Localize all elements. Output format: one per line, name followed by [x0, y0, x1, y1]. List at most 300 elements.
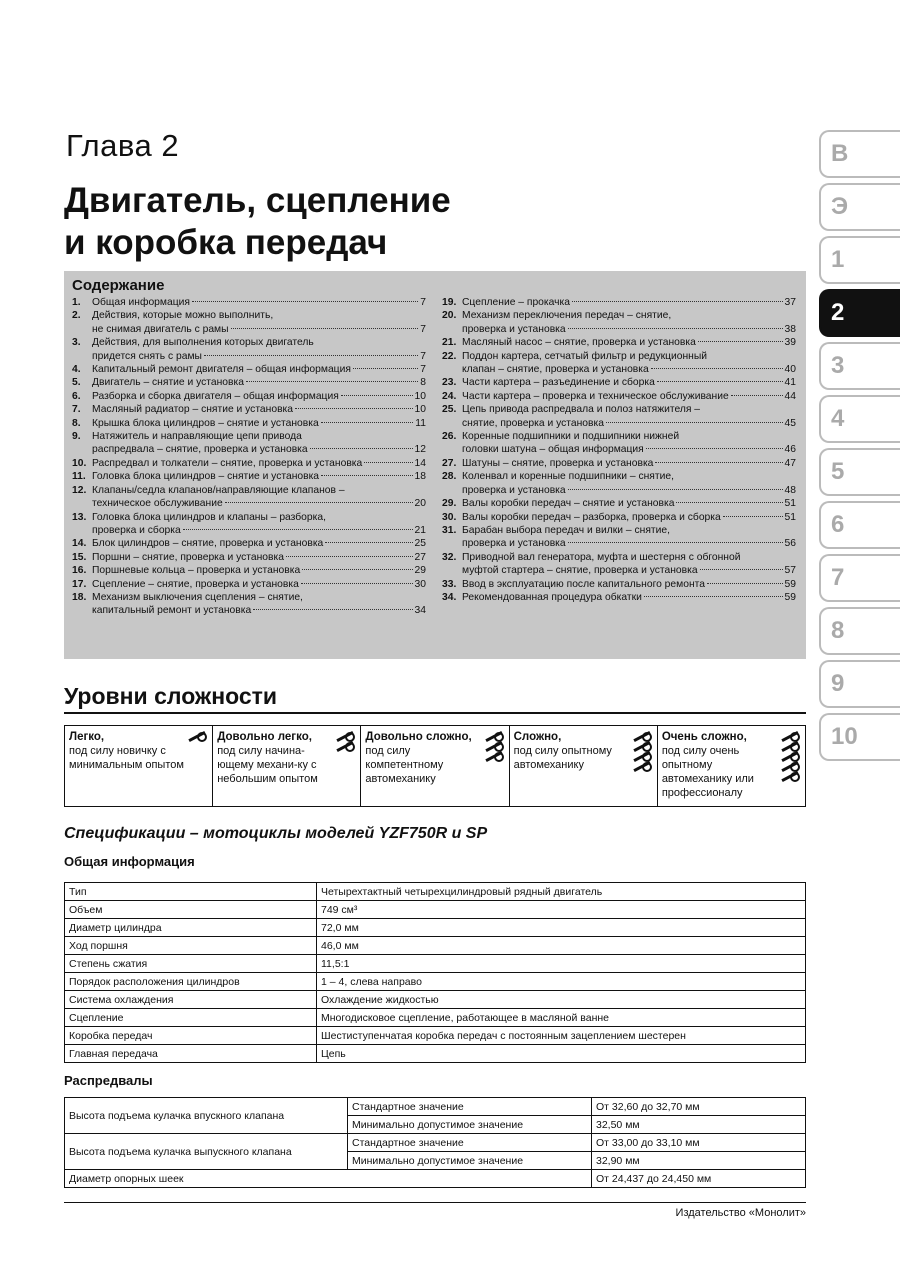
toc-entry-label: Валы коробки передач – разборка, проверка и сборка	[462, 511, 721, 523]
intake-std-label: Стандартное значение	[348, 1098, 592, 1116]
toc-entry-number: 9.	[72, 431, 81, 443]
toc-entry-number: 30.	[442, 511, 457, 523]
toc-entry-last-line	[462, 511, 796, 524]
toc-entry-page: 38	[784, 323, 796, 335]
toc-entry-text	[462, 511, 796, 524]
toc-entry-page: 41	[784, 377, 796, 389]
toc-leader-dots	[651, 368, 783, 369]
toc-entry	[442, 403, 796, 430]
toc-entry-label: Сцепление – прокачка	[462, 297, 570, 308]
toc-entry-last-line	[462, 578, 796, 591]
difficulty-text	[217, 730, 334, 802]
spec-value: Охлаждение жидкостью	[317, 991, 806, 1009]
exhaust-std-value: От 33,00 до 33,10 мм	[592, 1134, 806, 1152]
toc-leader-dots	[655, 462, 782, 463]
toc-entry	[72, 457, 426, 470]
spec-name: Главная передача	[65, 1045, 317, 1063]
toc-entry-line: Действия, которые можно выполнить,	[92, 310, 274, 322]
toc-entry-number: 7.	[72, 404, 81, 416]
toc-entry-last-line	[92, 457, 426, 470]
toc-entry-last-line	[92, 363, 426, 376]
toc-entry-page: 12	[414, 444, 426, 456]
toc-entry-label: клапан – снятие, проверка и установка	[462, 364, 649, 376]
toc-entry-label: проверка и сборка	[92, 524, 181, 536]
difficulty-text	[662, 730, 779, 802]
toc-entry-text	[462, 457, 796, 470]
toc-entry-last-line	[462, 484, 796, 497]
toc-entry-number: 19.	[442, 297, 457, 308]
toc-entry	[72, 578, 426, 591]
toc-entry	[72, 336, 426, 363]
toc-entry-label: Крышка блока цилиндров – снятие и установка	[92, 417, 319, 429]
toc-leader-dots	[568, 542, 783, 543]
toc-entry-page: 7	[420, 350, 426, 362]
difficulty-description: под силу компетентному автомеханику	[365, 745, 444, 785]
intake-min-value: 32,50 мм	[592, 1116, 806, 1134]
table-row	[65, 1098, 806, 1116]
toc-entry	[72, 484, 426, 511]
toc-entry-label: Двигатель – снятие и установка	[92, 377, 244, 389]
toc-entry	[442, 551, 796, 578]
title-line-2: и коробка передач	[64, 223, 388, 262]
page-title	[64, 180, 624, 264]
toc-entry-number: 25.	[442, 404, 457, 416]
table-row	[65, 991, 806, 1009]
chapter-tab-3[interactable]: 1	[819, 236, 900, 284]
chapter-tab-2[interactable]: Э	[819, 183, 900, 231]
toc-entry-number: 27.	[442, 457, 457, 469]
toc-entry-text	[462, 524, 796, 551]
toc-entry-last-line	[462, 390, 796, 403]
levels-title: Уровни сложности	[64, 683, 278, 709]
toc-leader-dots	[253, 609, 412, 610]
toc-entry-text	[92, 403, 426, 416]
difficulty-level-4	[510, 726, 658, 806]
toc-entry-text	[462, 336, 796, 349]
toc-entry-label: Поршни – снятие, проверка и установка	[92, 551, 284, 563]
title-line-1: Двигатель, сцепление	[64, 181, 451, 220]
toc-entry-text	[92, 390, 426, 403]
chapter-tab-5[interactable]: 3	[819, 342, 900, 390]
toc-entry-last-line	[462, 323, 796, 336]
toc-entry	[72, 309, 426, 336]
toc-entry	[442, 430, 796, 457]
spec-name: Ход поршня	[65, 937, 317, 955]
toc-entry-page: 14	[414, 457, 426, 469]
wrench-icon	[187, 732, 207, 741]
toc-entry-last-line	[92, 403, 426, 416]
levels-divider	[64, 712, 806, 714]
toc-entry-line: Коренные подшипники и подшипники нижней	[462, 431, 680, 443]
chapter-tab-7[interactable]: 5	[819, 448, 900, 496]
toc-entry-page: 57	[784, 565, 796, 577]
toc-entry-label: Части картера – разъединение и сборка	[462, 377, 655, 389]
toc-entry-last-line	[92, 497, 426, 510]
toc-entry-label: Части картера – проверка и техническое обслуживание	[462, 390, 729, 402]
toc-entry-text	[462, 591, 796, 604]
difficulty-level-3	[361, 726, 509, 806]
difficulty-text	[514, 730, 631, 802]
difficulty-name: Сложно,	[513, 731, 562, 743]
wrench-rating	[186, 730, 208, 802]
toc-entry	[442, 336, 796, 349]
toc-entry-last-line	[92, 470, 426, 483]
wrench-rating	[779, 730, 801, 802]
toc-entry	[442, 376, 796, 389]
toc-entry-number: 34.	[442, 591, 457, 603]
toc-entry-text	[462, 390, 796, 403]
spec-value: Цепь	[317, 1045, 806, 1063]
toc-entry	[72, 551, 426, 564]
contents-heading: Содержание	[72, 277, 165, 294]
toc-entry-number: 23.	[442, 377, 457, 389]
table-row	[65, 1027, 806, 1045]
toc-leader-dots	[192, 301, 418, 302]
toc-entry-line: Цепь привода распредвала и полоз натяжителя –	[462, 404, 701, 416]
chapter-tab-4[interactable]: 2	[819, 289, 900, 337]
toc-entry-page: 7	[420, 323, 426, 335]
chapter-tab-1[interactable]: В	[819, 130, 900, 178]
toc-entry-label: не снимая двигатель с рамы	[92, 323, 229, 335]
toc-leader-dots	[644, 596, 783, 597]
toc-entry-page: 18	[414, 471, 426, 483]
spec-name: Степень сжатия	[65, 955, 317, 973]
toc-entry-text	[92, 417, 426, 430]
toc-entry-last-line	[92, 443, 426, 456]
spec-name: Сцепление	[65, 1009, 317, 1027]
spec-value: 46,0 мм	[317, 937, 806, 955]
toc-entry-label: проверка и установка	[462, 323, 566, 335]
toc-entry-page: 39	[784, 337, 796, 349]
toc-entry-last-line	[92, 537, 426, 550]
spec-value: 749 см³	[317, 901, 806, 919]
toc-entry-text	[462, 296, 796, 309]
toc-entry-text	[462, 470, 796, 497]
toc-entry-last-line	[462, 443, 796, 456]
toc-entry	[442, 578, 796, 591]
toc-leader-dots	[301, 583, 413, 584]
toc-entry-label: Распредвал и толкатели – снятие, проверка и установка	[92, 457, 363, 469]
table-row	[65, 937, 806, 955]
toc-entry-line: Клапаны/седла клапанов/направляющие клапанов –	[92, 484, 345, 496]
toc-entry-label: муфтой стартера – снятие, проверка и установка	[462, 565, 698, 577]
toc-entry-text	[92, 511, 426, 538]
spec-value: Четырехтактный четырехцилиндровый рядный двигатель	[317, 883, 806, 901]
toc-entry-text	[462, 430, 796, 457]
toc-entry-page: 59	[784, 591, 796, 603]
toc-entry-number: 29.	[442, 498, 457, 510]
toc-entry-last-line	[462, 591, 796, 604]
toc-entry-last-line	[462, 376, 796, 389]
toc-entry	[72, 511, 426, 538]
toc-left-column	[72, 296, 426, 618]
toc-entry-label: Рекомендованная процедура обкатки	[462, 591, 642, 603]
toc-leader-dots	[286, 556, 413, 557]
journal-label: Диаметр опорных шеек	[65, 1170, 592, 1188]
toc-entry-number: 21.	[442, 337, 457, 349]
toc-entry-last-line	[92, 524, 426, 537]
chapter-tab-6[interactable]: 4	[819, 395, 900, 443]
toc-entry-number: 2.	[72, 310, 81, 322]
toc-entry-number: 28.	[442, 471, 457, 483]
toc-entry	[72, 564, 426, 577]
toc-entry-text	[92, 470, 426, 483]
journal-value: От 24,437 до 24,450 мм	[592, 1170, 806, 1188]
toc-entry-label: придется снять с рамы	[92, 350, 202, 362]
toc-entry-text	[462, 376, 796, 389]
table-row	[65, 1170, 806, 1188]
difficulty-levels	[64, 725, 806, 807]
exhaust-label: Высота подъема кулачка выпускного клапана	[65, 1134, 348, 1170]
toc-entry	[72, 470, 426, 483]
toc-entry	[442, 470, 796, 497]
wrench-icon	[780, 772, 800, 781]
toc-entry-number: 5.	[72, 377, 81, 389]
intake-label: Высота подъема кулачка впускного клапана	[65, 1098, 348, 1134]
toc-entry-label: Шатуны – снятие, проверка и установка	[462, 457, 654, 469]
toc-entry-last-line	[462, 363, 796, 376]
toc-entry-line: Поддон картера, сетчатый фильтр и редукционный	[462, 350, 707, 362]
difficulty-name: Довольно легко,	[217, 731, 312, 743]
wrench-icon	[632, 762, 652, 771]
toc-entry-line: Приводной вал генератора, муфта и шестерня с обгонной	[462, 551, 741, 563]
toc-leader-dots	[698, 341, 783, 342]
toc-entry-last-line	[92, 604, 426, 617]
toc-entry	[442, 457, 796, 470]
chapter-tab-9[interactable]: 7	[819, 554, 900, 602]
toc-entry-text	[92, 309, 426, 336]
wrench-icon	[335, 742, 355, 751]
toc-entry-number: 10.	[72, 457, 87, 469]
toc-entry-text	[462, 551, 796, 578]
toc-entry-label: Валы коробки передач – снятие и установка	[462, 498, 675, 510]
wrench-icon	[484, 732, 504, 741]
spec-value: Шестиступенчатая коробка передач с постоянным зацеплением шестерен	[317, 1027, 806, 1045]
difficulty-level-5	[658, 726, 805, 806]
toc-entry-label: Головка блока цилиндров – снятие и установка	[92, 471, 320, 483]
toc-entry-number: 1.	[72, 297, 81, 308]
toc-entry-number: 8.	[72, 417, 81, 429]
toc-entry-text	[92, 551, 426, 564]
toc-entry	[442, 350, 796, 377]
toc-leader-dots	[302, 569, 412, 570]
toc-entry	[72, 363, 426, 376]
toc-leader-dots	[183, 529, 413, 530]
spec-name: Объем	[65, 901, 317, 919]
toc-entry-page: 44	[784, 390, 796, 402]
toc-entry	[72, 537, 426, 550]
toc-leader-dots	[723, 516, 783, 517]
toc-entry	[72, 591, 426, 618]
toc-entry-number: 26.	[442, 431, 457, 443]
toc-entry-number: 12.	[72, 484, 87, 496]
toc-entry-last-line	[462, 336, 796, 349]
chapter-tabs	[819, 130, 900, 766]
chapter-tab-8[interactable]: 6	[819, 501, 900, 549]
toc-leader-dots	[568, 328, 783, 329]
toc-entry-page: 21	[414, 524, 426, 536]
spec-name: Система охлаждения	[65, 991, 317, 1009]
toc-entry-number: 20.	[442, 310, 457, 322]
toc-entry-number: 15.	[72, 551, 87, 563]
toc-leader-dots	[646, 448, 783, 449]
toc-entry-number: 13.	[72, 511, 87, 523]
toc-entry-last-line	[462, 537, 796, 550]
toc-entry-text	[462, 350, 796, 377]
difficulty-description: под силу опытному автомеханику	[513, 745, 612, 771]
exhaust-min-value: 32,90 мм	[592, 1152, 806, 1170]
publisher-footer: Издательство «Монолит»	[675, 1207, 806, 1219]
toc-entry-number: 22.	[442, 350, 457, 362]
chapter-tab-12[interactable]: 10	[819, 713, 900, 761]
toc-entry	[72, 403, 426, 416]
spec-value: 11,5:1	[317, 955, 806, 973]
toc-entry-page: 7	[420, 364, 426, 376]
toc-entry-last-line	[92, 350, 426, 363]
toc-entry-line: Головка блока цилиндров и клапаны – разборка,	[92, 511, 326, 523]
toc-entry-page: 30	[414, 578, 426, 590]
table-of-contents	[64, 271, 806, 659]
toc-leader-dots	[231, 328, 419, 329]
toc-entry	[442, 591, 796, 604]
toc-entry-last-line	[92, 376, 426, 389]
wrench-icon	[632, 742, 652, 751]
toc-entry-text	[92, 564, 426, 577]
toc-entry-page: 8	[420, 377, 426, 389]
toc-leader-dots	[353, 368, 418, 369]
general-info-table	[64, 882, 806, 1063]
toc-entry-number: 11.	[72, 471, 86, 483]
toc-leader-dots	[246, 381, 418, 382]
toc-entry-page: 11	[415, 417, 426, 429]
toc-entry-label: Блок цилиндров – снятие, проверка и установка	[92, 538, 324, 550]
toc-entry-text	[462, 309, 796, 336]
toc-entry-label: техническое обслуживание	[92, 498, 223, 510]
toc-entry-text	[462, 578, 796, 591]
toc-entry-text	[92, 457, 426, 470]
toc-entry	[442, 296, 796, 309]
toc-entry	[442, 511, 796, 524]
toc-leader-dots	[295, 408, 413, 409]
toc-entry-label: Масляный насос – снятие, проверка и установка	[462, 337, 696, 349]
intake-min-label: Минимально допустимое значение	[348, 1116, 592, 1134]
toc-leader-dots	[321, 422, 414, 423]
toc-entry-page: 29	[414, 565, 426, 577]
toc-entry	[72, 417, 426, 430]
difficulty-level-2	[213, 726, 361, 806]
toc-entry-page: 10	[414, 404, 426, 416]
toc-leader-dots	[364, 462, 412, 463]
toc-entry-label: Разборка и сборка двигателя – общая информация	[92, 390, 339, 402]
difficulty-level-1	[65, 726, 213, 806]
toc-entry-label: Ввод в эксплуатацию после капитального ремонта	[462, 578, 705, 590]
toc-entry-text	[92, 430, 426, 457]
wrench-icon	[335, 732, 355, 741]
spec-value: 1 – 4, слева направо	[317, 973, 806, 991]
toc-leader-dots	[676, 502, 782, 503]
toc-entry-line: Действия, для выполнения которых двигатель	[92, 337, 314, 349]
toc-entry-last-line	[92, 564, 426, 577]
spec-title: Спецификации – мотоциклы моделей YZF750R и SP	[64, 825, 488, 842]
toc-entry-text	[92, 591, 426, 618]
toc-entry-label: головки шатуна – общая информация	[462, 444, 644, 456]
toc-entry-page: 59	[784, 578, 796, 590]
toc-entry-number: 14.	[72, 538, 87, 550]
difficulty-text	[69, 730, 186, 802]
toc-entry-label: Капитальный ремонт двигателя – общая информация	[92, 364, 351, 376]
toc-entry-page: 40	[784, 364, 796, 376]
difficulty-name: Очень сложно,	[661, 731, 747, 743]
general-info-title: Общая информация	[64, 854, 195, 869]
toc-entry-text	[92, 336, 426, 363]
table-row	[65, 919, 806, 937]
toc-entry-number: 32.	[442, 551, 457, 563]
toc-entry-number: 3.	[72, 337, 81, 349]
table-row	[65, 883, 806, 901]
toc-entry-last-line	[92, 323, 426, 336]
intake-std-value: От 32,60 до 32,70 мм	[592, 1098, 806, 1116]
toc-entry-page: 25	[414, 538, 426, 550]
toc-entry-page: 47	[784, 457, 796, 469]
toc-leader-dots	[707, 583, 783, 584]
toc-entry-text	[92, 296, 426, 309]
toc-entry-number: 4.	[72, 364, 81, 376]
toc-entry-number: 6.	[72, 390, 81, 402]
toc-leader-dots	[225, 502, 413, 503]
toc-entry-text	[462, 403, 796, 430]
toc-entry-label: Сцепление – снятие, проверка и установка	[92, 578, 299, 590]
toc-entry-last-line	[92, 417, 426, 430]
wrench-rating	[334, 730, 356, 802]
toc-entry-last-line	[462, 417, 796, 430]
toc-leader-dots	[606, 422, 783, 423]
spec-name: Коробка передач	[65, 1027, 317, 1045]
toc-entry-page: 45	[784, 417, 796, 429]
toc-entry-number: 17.	[72, 578, 87, 590]
toc-entry-page: 56	[784, 538, 796, 550]
toc-entry-last-line	[462, 296, 796, 309]
toc-entry-last-line	[462, 497, 796, 510]
toc-entry	[72, 376, 426, 389]
toc-entry-page: 37	[784, 297, 796, 308]
wrench-icon	[632, 752, 652, 761]
toc-entry-label: распредвала – снятие, проверка и установка	[92, 444, 308, 456]
table-row	[65, 955, 806, 973]
toc-entry-page: 46	[784, 444, 796, 456]
toc-entry-page: 27	[414, 551, 426, 563]
difficulty-description: под силу новичку с минимальным опытом	[69, 745, 184, 771]
chapter-tab-10[interactable]: 8	[819, 607, 900, 655]
toc-entry-last-line	[92, 578, 426, 591]
chapter-label: Глава 2	[66, 128, 180, 163]
toc-entry-label: капитальный ремонт и установка	[92, 605, 252, 617]
toc-entry-page: 51	[784, 498, 796, 510]
wrench-rating	[631, 730, 653, 802]
toc-entry-text	[92, 376, 426, 389]
difficulty-name: Легко,	[69, 731, 105, 743]
chapter-tab-11[interactable]: 9	[819, 660, 900, 708]
camshafts-table	[64, 1097, 806, 1188]
table-row	[65, 1009, 806, 1027]
toc-entry-page: 48	[784, 484, 796, 496]
toc-entry-label: Масляный радиатор – снятие и установка	[92, 404, 293, 416]
spec-name: Порядок расположения цилиндров	[65, 973, 317, 991]
toc-entry-page: 51	[784, 511, 796, 523]
toc-entry	[72, 430, 426, 457]
spec-value: 72,0 мм	[317, 919, 806, 937]
toc-entry-label: Поршневые кольца – проверка и установка	[92, 565, 301, 577]
toc-entry-line: Натяжитель и направляющие цепи привода	[92, 431, 302, 443]
